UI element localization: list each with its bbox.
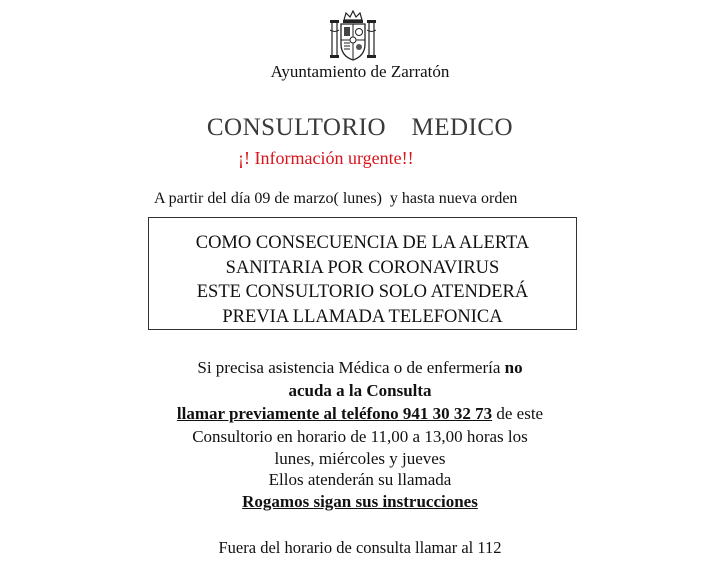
instruction-emphasis: no xyxy=(504,358,523,377)
urgent-notice: ¡! Información urgente!! xyxy=(238,148,414,168)
coat-of-arms-icon xyxy=(330,10,376,62)
alert-line-3: ESTE CONSULTORIO SOLO ATENDERÁ xyxy=(196,282,529,302)
instruction-line-1 xyxy=(0,358,720,378)
instruction-line-5: lunes, miércoles y jueves xyxy=(274,449,446,468)
municipality-name: Ayuntamiento de Zarratón xyxy=(270,62,450,81)
instruction-text: Si precisa asistencia Médica o de enfermería xyxy=(197,358,505,377)
alert-line-2: SANITARIA POR CORONAVIRUS xyxy=(225,257,500,278)
page-title: CONSULTORIO MEDICO xyxy=(206,114,514,141)
alert-box xyxy=(148,217,577,330)
instruction-line-2: acuda a la Consulta xyxy=(288,381,432,400)
phone-instruction: llamar previamente al teléfono 941 30 32 73 xyxy=(176,404,493,423)
instruction-line-4: Consultorio en horario de 11,00 a 13,00 horas los xyxy=(192,427,528,446)
instruction-line-7 xyxy=(0,492,720,512)
footer-note: Fuera del horario de consulta llamar al 112 xyxy=(218,538,502,557)
instruction-line-6: Ellos atenderán su llamada xyxy=(268,470,452,489)
instruction-line-3 xyxy=(0,404,720,424)
effective-date: A partir del día 09 de marzo( lunes) y hasta nueva orden xyxy=(154,190,518,207)
alert-line-4: PREVIA LLAMADA TELEFONICA xyxy=(222,306,503,327)
closing-request: Rogamos sigan sus instrucciones xyxy=(242,492,478,511)
alert-line-1: COMO CONSECUENCIA DE LA ALERTA xyxy=(195,233,530,253)
instruction-text: de este xyxy=(492,404,544,423)
